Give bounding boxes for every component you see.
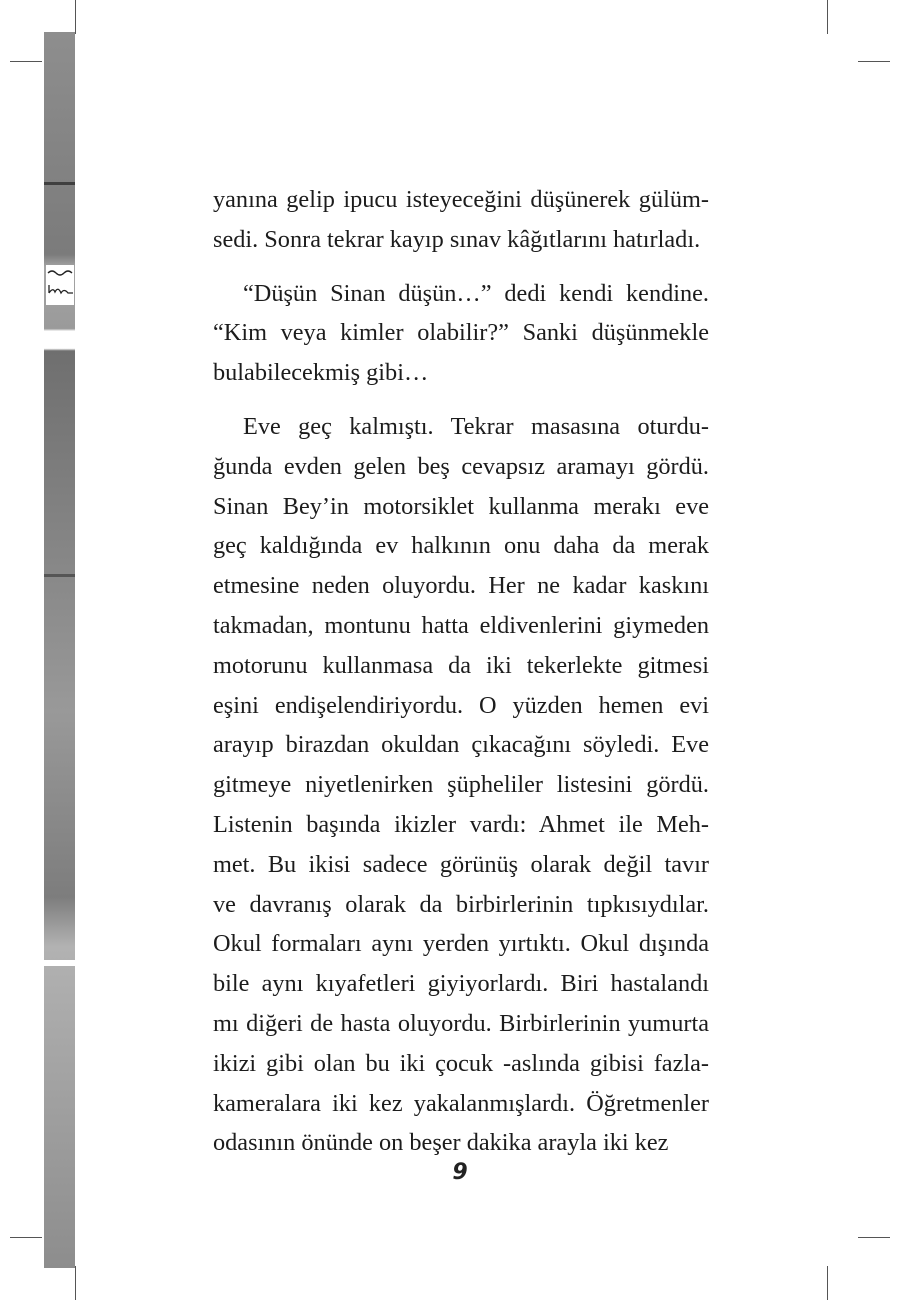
body-text — [213, 180, 709, 1163]
text-line: yanına gelip ipucu isteyeceğini düşünerek gülüm- — [213, 186, 709, 213]
text-line: Okul formaları aynı yerden yırtıktı. Okul dışında — [213, 930, 709, 958]
crop-mark-right-bottom — [858, 1237, 890, 1238]
crop-mark-top-left — [75, 0, 76, 34]
text-line: etmesine neden oluyordu. Her ne kadar kaskını — [213, 572, 709, 600]
text-line: arayıp birazdan okuldan çıkacağını söyledi. Eve — [213, 731, 709, 759]
strip-sketch-fragment — [46, 265, 74, 305]
crop-mark-right-top — [858, 61, 890, 62]
text-line: ikizi gibi olan bu iki çocuk -aslında gibisi fazla- — [213, 1049, 709, 1077]
text-line: gitmeye niyetlenirken şüpheliler listesini gördü. — [213, 771, 709, 799]
text-line: bulabilecekmiş gibi… — [213, 359, 429, 387]
text-line: geç kaldığında ev halkının onu daha da merak — [213, 532, 709, 560]
strip-band-line — [44, 574, 75, 577]
crop-mark-top-right — [827, 0, 828, 34]
text-line: takmadan, montunu hatta eldivenlerini giymeden — [213, 611, 709, 639]
text-line: Eve geç kalmıştı. Tekrar masasına oturdu- — [243, 412, 709, 440]
text-line: kameralara iki kez yakalanmışlardı. Öğretmenler — [213, 1089, 709, 1117]
text-line: sedi. Sonra tekrar kayıp sınav kâğıtlarını hatırladı. — [213, 225, 701, 253]
crop-mark-left-bottom — [10, 1237, 42, 1238]
text-line: mı diğeri de hasta oluyordu. Birbirlerinin yumurta — [213, 1009, 709, 1037]
text-line: bile aynı kıyafetleri giyiyorlardı. Biri hastalandı — [213, 970, 709, 998]
crop-mark-left-top — [10, 61, 42, 62]
strip-band-line — [44, 182, 75, 185]
text-line: “Kim veya kimler olabilir?” Sanki düşünmekle — [213, 319, 709, 347]
crop-mark-bottom-right — [827, 1266, 828, 1300]
paragraph — [213, 407, 709, 1163]
text-line: ğunda evden gelen beş cevapsız aramayı gördü. — [213, 452, 709, 480]
page-number: 9 — [452, 1160, 468, 1185]
text-line: met. Bu ikisi sadece görünüş olarak değil tavır — [213, 850, 709, 878]
text-line: “Düşün Sinan düşün…” dedi kendi kendine. — [243, 279, 709, 307]
crop-mark-bottom-left — [75, 1266, 76, 1300]
text-line: motorunu kullanmasa da iki tekerlekte gitmesi — [213, 651, 709, 679]
bleed-image-strip — [44, 32, 75, 1268]
text-line: odasının önünde on beşer dakika arayla iki kez — [213, 1129, 669, 1157]
paragraph — [213, 274, 709, 393]
text-line: Listenin başında ikizler vardı: Ahmet ile Meh- — [213, 810, 709, 838]
strip-torn-edge — [44, 960, 75, 966]
paragraph — [213, 180, 709, 260]
text-line: eşini endişelendiriyordu. O yüzden hemen evi — [213, 691, 709, 719]
text-line: Sinan Bey’in motorsiklet kullanma merakı eve — [213, 492, 709, 520]
text-line: ve davranış olarak da birbirlerinin tıpkısıydılar. — [213, 890, 709, 918]
